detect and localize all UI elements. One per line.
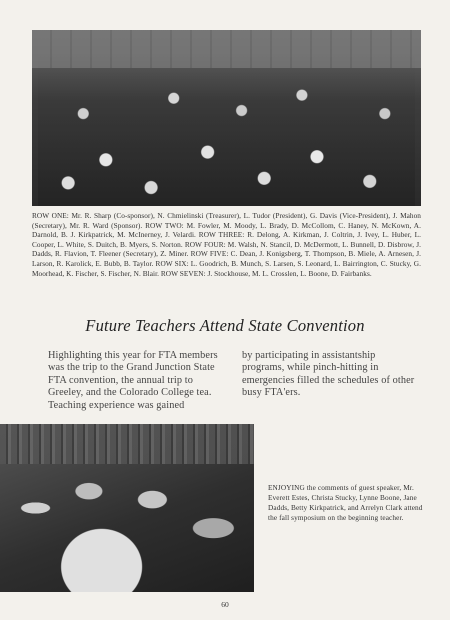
attendees-figures	[0, 424, 254, 592]
group-photo-caption: ROW ONE: Mr. R. Sharp (Co-sponsor), N. Chmielinski (Treasurer), L. Tudor (President), G. Davis (Vice-President), J. Mahon (Secretary), Mr. R. Ward (Sponsor). ROW TWO: M. Fowler, M. Moody, L. Brady, D. McCollom, C. Haney, N. McKown, A. Darnold, B. J. Kirkpatrick, M. McInerney, J. Velardi. ROW THREE: R. Delong, A. Kirkman, J. Coltrin, J. Ivey, L. Huber, L. Cooper, L. White, S. Duitch, B. Myers, S. Norton. ROW FOUR: M. Walsh, N. Stancil, D. McDermott, L. Bunnell, D. Disbrow, J. Dadds, R. Flavion, T. Fleener (Secretary), Z. Miner. ROW FIVE: C. Dean, J. Konigsberg, T. Thompson, B. Miele, A. Arnesen, J. Larson, R. Karolick, E. Bubb, B. Taylor. ROW SIX: L. Goodrich, B. Munch, S. Larsen, S. Leonard, L. Bairrington, C. Stucky, G. Moorhead, K. Fischer, S. Fischer, N. Blair. ROW SEVEN: J. Stockhouse, M. L. Crosslen, L. Boone, D. Fairbanks.	[32, 211, 421, 278]
page-number: 60	[221, 600, 229, 609]
article-column-left: Highlighting this year for FTA members was the trip to the Grand Junction State FTA convention, the annual trip to Greeley, and the Colorado College tea. Teaching experience was gained	[48, 350, 218, 411]
symposium-photo	[0, 424, 254, 592]
group-photo	[32, 30, 421, 206]
students-crowd	[38, 52, 415, 206]
article-column-right: by participating in assistantship programs, while pinch-hitting in emergencies filled the schedules of other busy FTA'ers.	[242, 350, 415, 399]
symposium-photo-caption: ENJOYING the comments of guest speaker, Mr. Everett Estes, Christa Stucky, Lynne Boone, Jane Dadds, Betty Kirkpatrick, and Arrelyn Clark attend the fall symposium on the beginning teacher.	[268, 483, 423, 522]
article-headline: Future Teachers Attend State Convention	[85, 316, 365, 335]
